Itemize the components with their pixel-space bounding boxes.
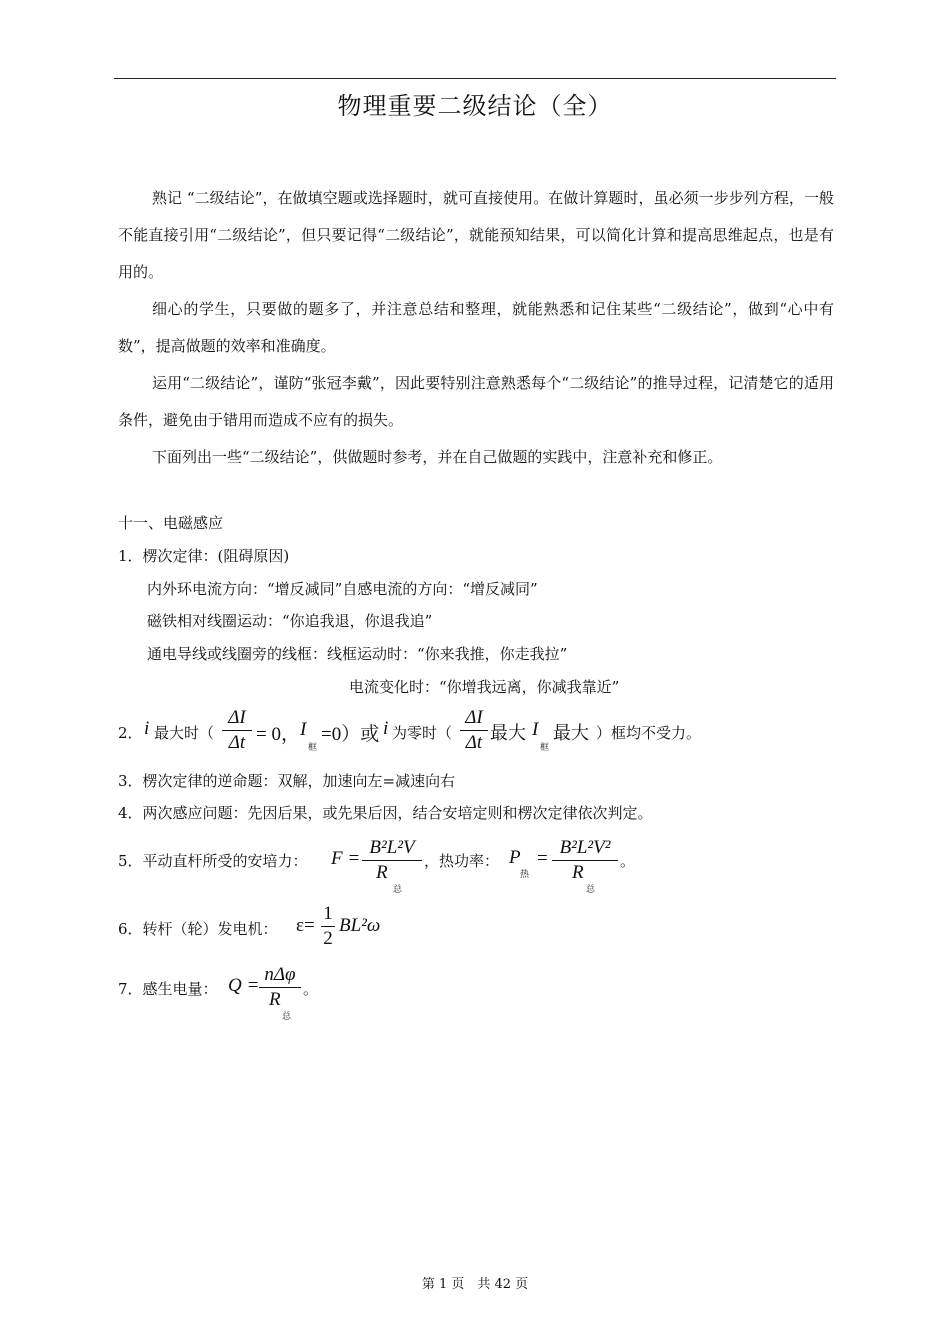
item-4: 4．两次感应问题：先因后果，或先果后因，结合安培定则和楞次定律依次判定。 (118, 804, 653, 822)
item-6-rest: BL²ω (339, 915, 381, 936)
fraction-5a-numerator: B²L²V (369, 837, 415, 858)
fraction-7-denominator: R (269, 989, 281, 1010)
item-2-eq0b: =0）或 (321, 724, 380, 745)
item-2-fraction-1 (222, 706, 252, 755)
item-2-i-zero: i (383, 718, 389, 739)
intro-paragraph-4: 下面列出一些“二级结论”，供做题时参考，并在自己做题的实践中，注意补充和修正。 (152, 448, 723, 466)
item-2-eq0: = 0， (256, 724, 300, 745)
item-2-tail: ）框均不受力。 (596, 724, 702, 742)
fraction-5b-denominator: R (572, 862, 584, 883)
page-title: 物理重要二级结论（全） (337, 92, 613, 120)
fraction-1-denominator: Δt (228, 732, 246, 753)
item-6-fraction (321, 902, 335, 951)
item-5-fraction-1 (362, 836, 422, 885)
item-5-total-sub-1: 总 (393, 885, 403, 895)
item-7-label: 7．感生电量： (118, 980, 218, 998)
item-2-max-text: 最大时（ (154, 724, 215, 742)
item-2-i: i (144, 718, 150, 739)
item-5-total-sub-2: 总 (586, 885, 596, 895)
item-6-eps: ε= (296, 915, 315, 936)
item-7-fraction (259, 963, 301, 1012)
intro-paragraphs (118, 180, 834, 476)
item-2-frame-sub: 框 (308, 743, 318, 753)
fraction-6-denominator: 2 (323, 928, 333, 949)
item-5-heat-sub: 热 (520, 870, 530, 880)
item-1-line-3: 通电导线或线圈旁的线框：线框运动时：“你来我推，你走我拉” (147, 645, 568, 663)
item-1-line-2: 磁铁相对线圈运动：“你追我退，你退我追” (147, 612, 433, 630)
item-5-P: P (509, 847, 521, 868)
item-5-fraction-2 (552, 836, 618, 885)
item-5-eq: = (537, 848, 548, 869)
intro-paragraph-2: 细心的学生，只要做的题多了，并注意总结和整理，就能熟悉和记住某些“二级结论”，做到“心中有数”，提高做题的效率和准确度。 (118, 300, 834, 355)
fraction-2-denominator: Δt (465, 732, 483, 753)
fraction-1-numerator: ΔI (228, 707, 246, 728)
item-5-F: F = (331, 848, 361, 869)
item-2-fraction-2 (460, 706, 488, 755)
item-2-prefix: 2． (118, 724, 143, 742)
item-1-line-1: 内外环电流方向：“增反减同”自感电流的方向：“增反减同” (147, 580, 538, 598)
section-heading: 十一、电磁感应 (118, 514, 224, 532)
page-footer: 第 1 页 共 42 页 (421, 1277, 529, 1292)
item-2-I: I (300, 719, 307, 740)
item-2-max-2: 最大 (553, 723, 589, 744)
item-1-label: 1．楞次定律：(阻碍原因) (118, 547, 290, 565)
item-5-mid: ，热功率： (424, 852, 500, 870)
item-2-max-1: 最大 (490, 723, 526, 744)
item-5-end: 。 (620, 852, 636, 870)
item-6-label: 6．转杆（轮）发电机： (118, 920, 278, 938)
item-7-Q: Q = (228, 975, 260, 996)
item-2-I-2: I (532, 719, 539, 740)
intro-paragraph-1: 熟记 “二级结论”，在做填空题或选择题时，就可直接使用。在做计算题时，虽必须一步步列方程，一般不能直接引用“二级结论”，但只要记得“二级结论”，就能预知结果，可以简化计算和提高思维起点，也是有用的。 (118, 189, 834, 281)
fraction-5b-numerator: B²L²V² (559, 837, 611, 858)
item-2-zero-text: 为零时（ (392, 724, 453, 742)
item-2-frame-sub-2: 框 (540, 743, 550, 753)
item-7-end: 。 (303, 980, 319, 998)
item-1-line-4: 电流变化时：“你增我远离，你减我靠近” (349, 678, 620, 696)
header-rule (114, 78, 836, 79)
fraction-5a-denominator: R (376, 862, 388, 883)
item-3: 3．楞次定律的逆命题：双解，加速向左=减速向右 (118, 772, 456, 790)
fraction-2-numerator: ΔI (465, 707, 483, 728)
fraction-7-numerator: nΔφ (264, 964, 296, 985)
intro-paragraph-3: 运用“二级结论”，谨防“张冠李戴”，因此要特别注意熟悉每个“二级结论”的推导过程，记清楚它的适用条件，避免由于错用而造成不应有的损失。 (118, 374, 834, 429)
fraction-6-numerator: 1 (323, 903, 333, 924)
item-7-total-sub: 总 (282, 1012, 292, 1022)
item-5-label: 5．平动直杆所受的安培力： (118, 852, 308, 870)
